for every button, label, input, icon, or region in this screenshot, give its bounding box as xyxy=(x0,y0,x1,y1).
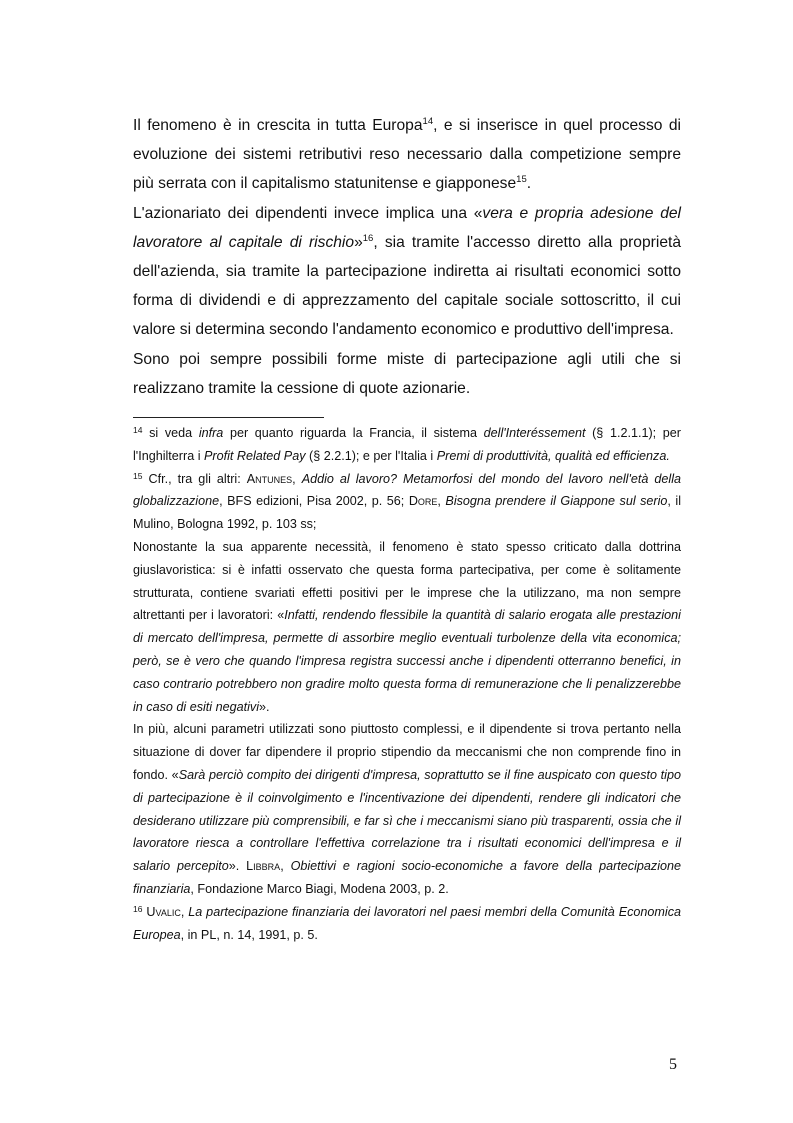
footnote-15-continued-2 xyxy=(133,718,681,900)
text: ». xyxy=(228,859,247,874)
footnote-14 xyxy=(133,422,681,468)
title: Obiettivi e ragioni socio-economiche a favore della partecipazione finanziaria xyxy=(133,859,682,896)
author: Uvalic xyxy=(146,904,181,919)
quote: Sarà perciò compito dei dirigenti d'impresa, soprattutto se il fine auspicato con questo tipo di partecipazione è il coinvolgimento e l'incentivazione dei dipendenti, rendere gli indicatori che desiderano utilizzare più comprensibili, e far sì che i meccanismi siano più trasparenti, ossia che il lavoratore riesca a controllare l'effettiva correlazione tra i risultati economici dell'impresa e il salario percepito xyxy=(133,767,681,874)
author: Libbra xyxy=(246,859,281,874)
footnote-number: 15 xyxy=(133,470,143,481)
italic: dell'Interéssement xyxy=(483,426,586,441)
footnote-15 xyxy=(133,468,681,536)
author: Dore xyxy=(408,494,438,509)
footnote-number: 14 xyxy=(133,425,143,436)
page-content xyxy=(133,111,681,946)
text: , BFS edizioni, Pisa 2002, p. 56; xyxy=(219,494,409,509)
title: La partecipazione finanziaria dei lavoratori nel paesi membri della Comunità Economica Europea xyxy=(133,904,682,942)
text: , in PL, n. 14, 1991, p. 5. xyxy=(180,927,318,942)
text: Cfr., tra gli altri: xyxy=(142,471,247,486)
footnotes xyxy=(133,422,681,946)
text: In più, alcuni parametri utilizzati sono piuttosto complessi, e il dipendente si trova pertanto nella situazione di dover far dipendere il proprio stipendio da meccanismi che non comprende fino in fondo. « xyxy=(133,722,681,782)
text: , e si inserisce in quel processo di evoluzione dei sistemi retributivi reso necessario dalla competizione sempre più serrata con il capitalismo statunitense e giapponese xyxy=(133,117,682,193)
page-number: 5 xyxy=(669,1056,677,1073)
italic: infra xyxy=(198,426,224,441)
footnote-15-continued-1 xyxy=(133,536,681,718)
text: . xyxy=(526,175,532,193)
text: Il fenomeno è in crescita in tutta Europa xyxy=(133,117,423,134)
text: (§ 2.2.1); e per l'Italia i xyxy=(305,448,437,463)
text: per quanto riguarda la Francia, il sistema xyxy=(223,426,484,441)
paragraph-1 xyxy=(133,111,681,199)
text: , il Mulino, Bologna 1992, p. 103 ss; xyxy=(133,494,682,532)
footnote-ref-15[interactable]: 15 xyxy=(516,174,527,186)
text: (§ 1.2.1.1); per l'Inghilterra i xyxy=(133,426,681,463)
italic: Profit Related Pay xyxy=(204,448,306,463)
paragraph-3: Sono poi sempre possibili forme miste di partecipazione agli utili che si realizzano tramite la cessione di quote azionarie. xyxy=(133,350,681,397)
footnote-ref-14[interactable]: 14 xyxy=(422,116,434,127)
body-text xyxy=(133,111,681,403)
text: Nonostante la sua apparente necessità, il fenomeno è stato spesso criticato dalla dottrina giuslavoristica: si è infatti osservato che questa forma partecipativa, per come è solitamente strutturata, contiene svariati effetti positivi per le imprese che la utilizzano, ma non sempre altrettanti per i lavoratori: « xyxy=(133,540,681,623)
text: , xyxy=(292,471,302,486)
text: , sia tramite l'accesso diretto alla proprietà dell'azienda, sia tramite la partecipazione indiretta ai risultati economici sotto forma di dividendi e di apprezzamento del capitale sociale sottoscritto, il cui valore si determina secondo l'andamento economico e produttivo dell'impresa. xyxy=(133,233,681,339)
footnote-16 xyxy=(133,901,681,947)
footnote-divider xyxy=(133,417,324,418)
text: si veda xyxy=(142,426,199,441)
quote: vera e propria adesione del lavoratore al capitale di rischio xyxy=(133,204,682,251)
quote: Infatti, rendendo flessibile la quantità di salario erogata alle prestazioni di mercato dell'impresa, permette di assorbire meglio eventuali turbolenze della vita economica; però, se è vero che quando l'impresa registra successi anche i dipendenti otterranno benefici, in caso contrario potrebbero non gradire molto questa forma di remunerazione che li penalizzerebbe in caso di esiti negativi xyxy=(133,608,681,714)
author: Antunes xyxy=(246,471,293,486)
text: » xyxy=(354,233,363,251)
text: , Fondazione Marco Biagi, Modena 2003, p. 2. xyxy=(190,881,449,896)
text: , xyxy=(437,494,446,509)
footnote-number: 16 xyxy=(133,903,143,914)
text: , xyxy=(280,859,291,874)
text: L'azionariato dei dipendenti invece implica una « xyxy=(133,204,483,222)
paragraph-2 xyxy=(133,199,681,345)
title: Addio al lavoro? Metamorfosi del mondo del lavoro nell'età della globalizzazione xyxy=(133,471,681,509)
italic: Premi di produttività, qualità ed efficienza. xyxy=(436,448,670,463)
text: ». xyxy=(259,699,270,714)
footnote-ref-16[interactable]: 16 xyxy=(362,232,374,244)
text: , xyxy=(180,904,189,919)
title: Bisogna prendere il Giappone sul serio xyxy=(445,494,668,509)
